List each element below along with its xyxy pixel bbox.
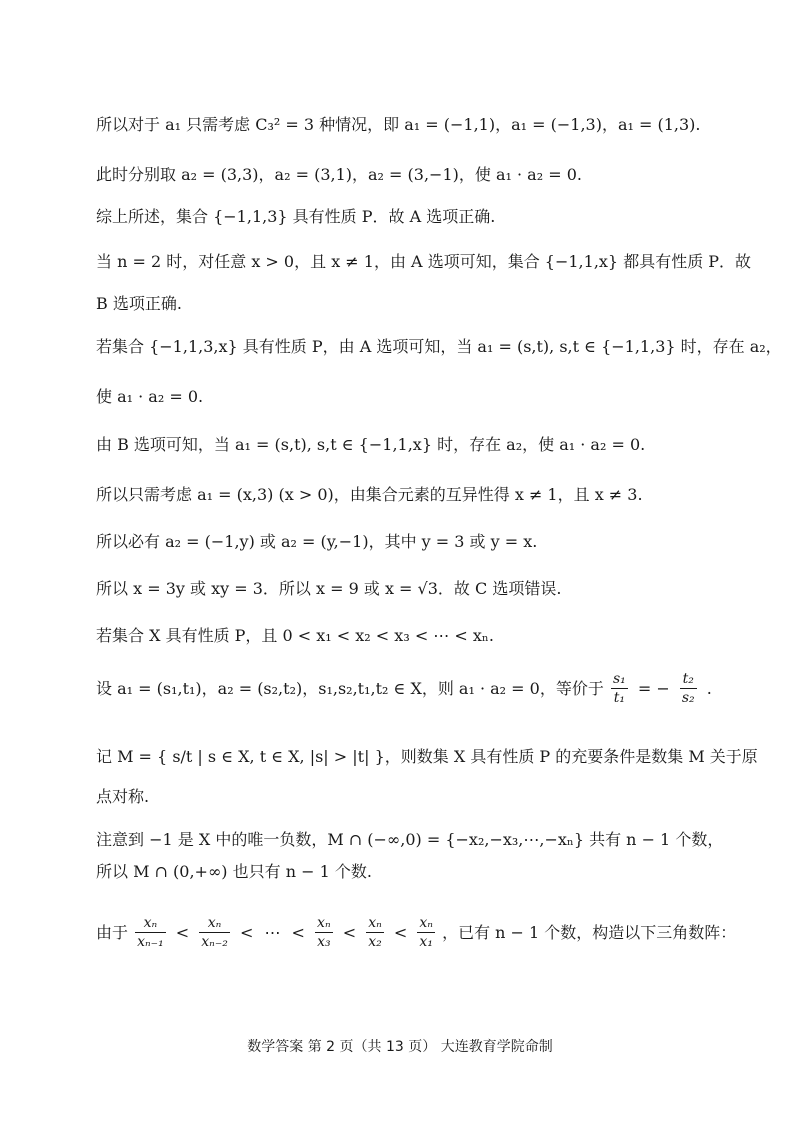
text-line: 若集合 X 具有性质 P，且 0 < x₁ < x₂ < x₃ < ⋯ < xₙ. [96, 626, 494, 645]
text-segment: 设 a₁ = (s₁,t₁)，a₂ = (s₂,t₂)，s₁,s₂,t₁,t₂ ∈ X，则 a₁ · a₂ = 0，等价于 [96, 678, 604, 698]
fraction [135, 914, 166, 951]
text-line: 点对称. [96, 787, 150, 806]
text-line: 若集合 {−1,1,3,x} 具有性质 P，由 A 选项可知，当 a₁ = (s,t), s,t ∈ {−1,1,3} 时，存在 a₂， [96, 337, 782, 356]
text-line: 所以对于 a₁ 只需考虑 C₃² = 3 种情况，即 a₁ = (−1,1)，a₁ = (−1,3)，a₁ = (1,3). [96, 115, 701, 134]
fraction [199, 914, 230, 951]
operator: < [342, 922, 357, 942]
denominator: x₁ [419, 934, 433, 950]
fraction-equation-line [96, 668, 716, 709]
numerator: xₙ [135, 914, 166, 933]
operator: = − [637, 678, 670, 698]
text-line: 此时分别取 a₂ = (3,3)，a₂ = (3,1)，a₂ = (3,−1)，使 a₁ · a₂ = 0. [96, 165, 582, 184]
operator: . [706, 678, 712, 698]
fraction [680, 670, 697, 707]
fraction [366, 914, 384, 951]
denominator: x₂ [368, 934, 382, 950]
text-line: 使 a₁ · a₂ = 0. [96, 387, 204, 406]
denominator: s₂ [681, 690, 695, 706]
text-line: 所以 x = 3y 或 xy = 3．所以 x = 9 或 x = √3．故 C 选项错误. [96, 579, 562, 598]
text-segment: ，已有 n − 1 个数，构造以下三角数阵： [442, 922, 737, 942]
numerator: xₙ [368, 915, 382, 931]
text-line: 当 n = 2 时，对任意 x > 0，且 x ≠ 1，由 A 选项可知，集合 {−1,1,x} 都具有性质 P．故 [96, 252, 752, 271]
page-footer: 数学答案 第 2 页（共 13 页） 大连教育学院命制 [247, 1039, 553, 1055]
text-line: 所以必有 a₂ = (−1,y) 或 a₂ = (y,−1)，其中 y = 3 或 y = x. [96, 532, 538, 551]
text-line: 所以只需考虑 a₁ = (x,3) (x > 0)，由集合元素的互异性得 x ≠ 1，且 x ≠ 3. [96, 485, 643, 504]
denominator: t₁ [613, 690, 625, 706]
fraction-chain-line [96, 912, 737, 953]
text-line: B 选项正确. [96, 294, 182, 313]
text-line: 综上所述，集合 {−1,1,3} 具有性质 P．故 A 选项正确. [96, 207, 496, 226]
numerator: s₁ [612, 671, 626, 687]
numerator: xₙ [199, 914, 230, 933]
numerator: xₙ [317, 915, 331, 931]
denominator: xₙ₋₂ [201, 934, 228, 950]
numerator: xₙ [419, 915, 433, 931]
ellipsis: ⋯ [264, 922, 281, 942]
fraction [315, 914, 333, 951]
denominator: x₃ [317, 934, 331, 950]
fraction [611, 670, 628, 707]
text-line: 所以 M ∩ (0,+∞) 也只有 n − 1 个数. [96, 862, 372, 881]
denominator: xₙ₋₁ [137, 934, 164, 950]
numerator: t₂ [680, 670, 697, 689]
operator: < [291, 922, 305, 942]
text-line: 注意到 −1 是 X 中的唯一负数，M ∩ (−∞,0) = {−x₂,−x₃,⋯,−xₙ} 共有 n − 1 个数， [96, 830, 724, 849]
operator: < [239, 922, 254, 942]
text-segment: 由于 [96, 922, 129, 942]
operator: < [175, 922, 190, 942]
text-line: 记 M = { s/t | s ∈ X, t ∈ X, |s| > |t| }，则数集 X 具有性质 P 的充要条件是数集 M 关于原 [96, 747, 758, 766]
text-line: 由 B 选项可知，当 a₁ = (s,t), s,t ∈ {−1,1,x} 时，存在 a₂，使 a₁ · a₂ = 0. [96, 435, 646, 454]
fraction [417, 914, 435, 951]
operator: < [393, 922, 408, 942]
